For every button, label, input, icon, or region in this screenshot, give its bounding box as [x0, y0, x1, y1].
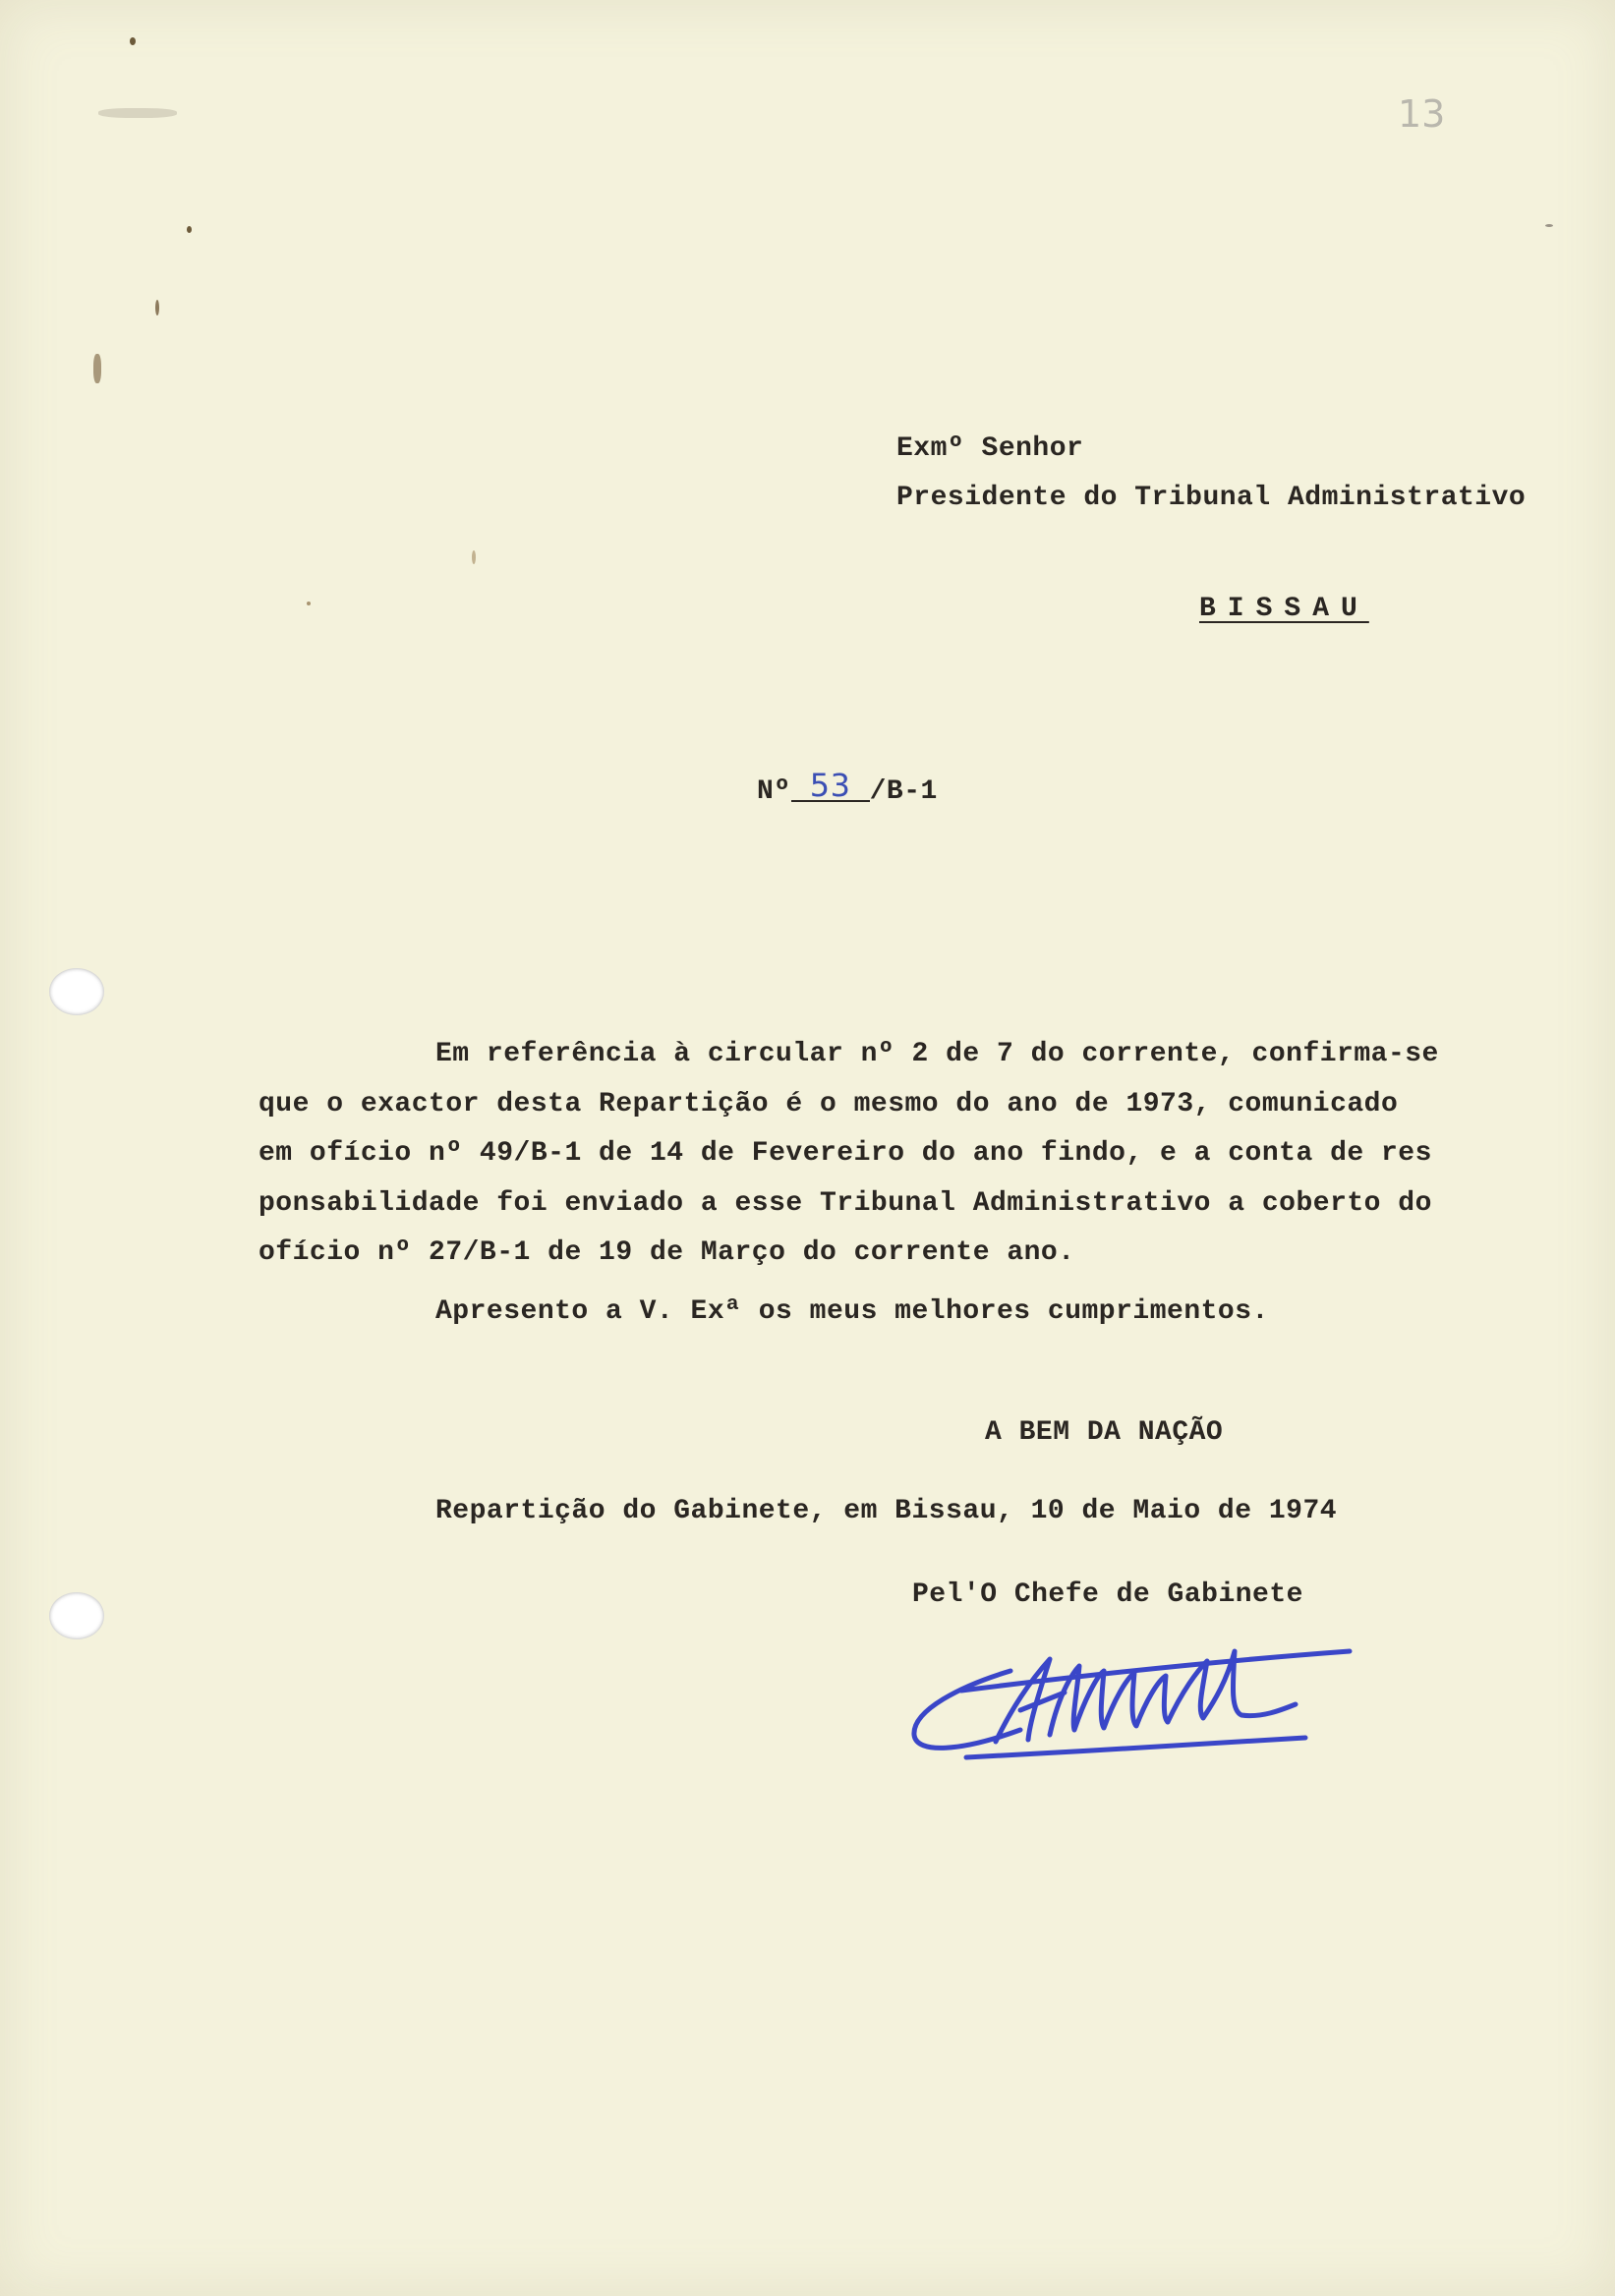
signatory-title: Pel'O Chefe de Gabinete	[912, 1579, 1303, 1610]
recipient-block	[896, 425, 1526, 523]
handwritten-signature	[902, 1632, 1355, 1769]
recipient-city: BISSAU	[1199, 594, 1369, 624]
reference-number	[757, 767, 938, 807]
reference-prefix: Nº	[757, 776, 791, 807]
punch-hole-top	[49, 968, 104, 1015]
reference-handwritten-number: 53	[791, 771, 870, 802]
letter-body	[259, 1030, 1439, 1279]
body-line: que o exactor desta Repartição é o mesmo do ano de 1973, comunicado	[259, 1088, 1399, 1119]
paper-speck	[1545, 224, 1553, 227]
body-line: ponsabilidade foi enviado a esse Tribunal Administrativo a coberto do	[259, 1187, 1432, 1219]
reference-suffix: /B-1	[869, 776, 938, 807]
punch-hole-bottom	[49, 1592, 104, 1639]
body-line: em ofício nº 49/B-1 de 14 de Fevereiro do ano findo, e a conta de res	[259, 1138, 1432, 1169]
paper-speck	[130, 37, 136, 45]
page-number: 13	[1398, 92, 1446, 136]
paper-speck	[472, 550, 476, 564]
paper-speck	[93, 354, 101, 383]
paper-speck	[187, 226, 192, 233]
body-line: Em referência à circular nº 2 de 7 do corrente, confirma-se	[435, 1039, 1439, 1069]
paper-speck	[307, 602, 311, 605]
closing-line: Apresento a V. Exª os meus melhores cumprimentos.	[435, 1296, 1269, 1327]
recipient-salutation: Exmº Senhor	[896, 433, 1084, 464]
recipient-title: Presidente do Tribunal Administrativo	[896, 483, 1527, 513]
body-line: ofício nº 27/B-1 de 19 de Março do corrente ano.	[259, 1237, 1075, 1268]
motto: A BEM DA NAÇÃO	[985, 1417, 1224, 1448]
paper-speck	[155, 300, 159, 316]
place-date: Repartição do Gabinete, em Bissau, 10 de Maio de 1974	[435, 1496, 1338, 1526]
paper-speck	[98, 108, 177, 118]
